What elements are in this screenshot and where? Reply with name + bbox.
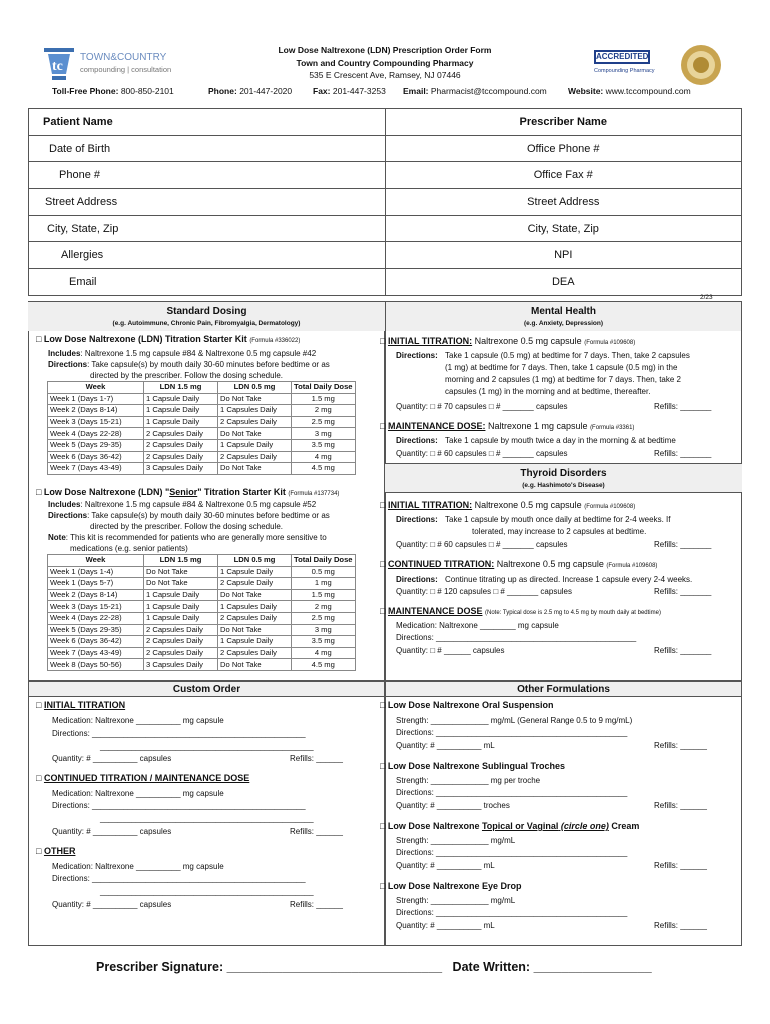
kit1-title-text: □ Low Dose Naltrexone (LDN) Titration Starter Kit [36, 334, 247, 344]
kit1-cell: 3.5 mg [292, 439, 356, 451]
thyroid-cont-dir: Continue titrating up as directed. Increase 1 capsule every 2-4 weeks. [445, 575, 693, 584]
patient-email-field[interactable]: Email [29, 269, 386, 296]
office-phone-field[interactable]: Office Phone # [385, 135, 742, 162]
kit1-includes-text: : Naltrexone 1.5 mg capsule #84 & Naltrexone 0.5 mg capsule #42 [80, 349, 317, 358]
cream-line-d: Cream [608, 821, 640, 831]
eye-refills[interactable]: Refills: ______ [654, 921, 707, 930]
mental-init-qty[interactable]: Quantity: □ # 70 capsules □ # _______ capsules [396, 402, 568, 411]
kit2-directions-2: directed by the prescriber. Follow the dosing schedule. [90, 522, 283, 531]
patient-city-field[interactable]: City, State, Zip [29, 215, 386, 242]
thyroid-subtitle: (e.g. Hashimoto's Disease) [522, 482, 605, 489]
mental-maint-label: MAINTENANCE DOSE: [387, 421, 486, 431]
kit1-includes-label: Includes [48, 349, 81, 358]
mental-maint-dir-label: Directions: [396, 436, 438, 445]
kit2-cell: Week 2 (Days 8-14) [48, 589, 144, 601]
thyroid-cont-label: CONTINUED TITRATION: [387, 559, 495, 569]
mental-maint-med: Naltrexone 1 mg capsule [487, 421, 588, 431]
kit1-cell: 2 Capsules Daily [144, 451, 218, 463]
svg-text:tc: tc [52, 59, 63, 74]
troches-line[interactable]: □ Low Dose Naltrexone Sublingual Troches [380, 761, 565, 771]
mental-init-med: Naltrexone 0.5 mg capsule [474, 336, 582, 346]
mental-init-line[interactable] [380, 336, 635, 349]
mental-init-dir-4: capsules (1 mg) in the morning and at bedtime, thereafter. [445, 387, 651, 396]
kit2-cell: Do Not Take [144, 578, 218, 590]
kit1-row [48, 439, 356, 451]
oral-directions[interactable]: Directions: ___________________________________________ [396, 728, 628, 737]
mental-init-dir-3: morning and 2 capsules (1 mg) at bedtime for 7 days. Then, take 2 [445, 375, 681, 384]
logo-tagline: compounding | consultation [80, 65, 172, 74]
kit1-cell: 1 Capsule Daily [144, 393, 218, 405]
pharmacy-name: Town and Country Compounding Pharmacy [296, 57, 474, 68]
thyroid-maint-line[interactable] [380, 606, 661, 619]
kit1-header-cell: Week [48, 382, 144, 394]
kit2-cell: Do Not Take [218, 589, 292, 601]
kit1-table [47, 381, 356, 475]
kit2-includes-label: Includes [48, 500, 81, 509]
kit2-title-senior: Senior [169, 487, 198, 497]
custom-other-dir-2[interactable]: ________________________________________________ [100, 887, 314, 896]
kit1-cell: 2 Capsules Daily [144, 439, 218, 451]
prescriber-signature[interactable]: Prescriber Signature: _______________________________ [96, 960, 443, 974]
phone-label: Phone: [208, 86, 237, 96]
thyroid-title: Thyroid Disorders [520, 468, 607, 479]
mental-init-refills[interactable]: Refills: _______ [654, 402, 712, 411]
kit2-cell: 4.5 mg [292, 659, 356, 671]
thyroid-cont-line[interactable] [380, 559, 657, 572]
kit1-cell: 3 Capsules Daily [144, 463, 218, 475]
custom-other-line[interactable] [36, 846, 75, 857]
kit2-header-cell: LDN 1.5 mg [144, 555, 218, 567]
form-title: Low Dose Naltrexone (LDN) Prescription Order Form [278, 45, 492, 55]
dob-field[interactable]: Date of Birth [29, 135, 386, 162]
kit1-cell: 2 mg [292, 405, 356, 417]
kit2-cell: 2 Capsules Daily [218, 647, 292, 659]
kit1-cell: 1 Capsules Daily [218, 405, 292, 417]
thyroid-maint-checkbox[interactable]: □ [380, 606, 386, 616]
kit2-cell: 3.5 mg [292, 636, 356, 648]
kit2-cell: 0.5 mg [292, 566, 356, 578]
kit2-cell: 1 Capsule Daily [144, 612, 218, 624]
cream-refills[interactable]: Refills: ______ [654, 861, 707, 870]
thyroid-init-dir-label: Directions: [396, 515, 438, 524]
custom-init-qty[interactable]: Quantity: # __________ capsules [52, 754, 172, 763]
npi-field[interactable]: NPI [385, 242, 742, 269]
kit1-row [48, 428, 356, 440]
custom-cont-line[interactable] [36, 773, 249, 784]
kit2-cell: 1 Capsule Daily [144, 601, 218, 613]
cream-strength[interactable]: Strength: _____________ mg/mL [396, 836, 516, 845]
kit1-cell: 1 Capsule Daily [144, 416, 218, 428]
custom-cont-label: CONTINUED TITRATION / MAINTENANCE DOSE [43, 773, 250, 783]
thyroid-init-dir-1: Take 1 capsule by mouth once daily at bedtime for 2-4 weeks. If [445, 515, 671, 524]
custom-other-dir[interactable]: Directions: ________________________________________________ [52, 874, 306, 883]
custom-cont-refills[interactable]: Refills: ______ [290, 827, 343, 836]
kit1-row [48, 463, 356, 475]
mental-init-dir-label: Directions: [396, 351, 438, 360]
mental-subtitle: (e.g. Anxiety, Depression) [523, 320, 604, 327]
thyroid-maint-note: (Note: Typical dose is 2.5 mg to 4.5 mg by mouth daily at bedtime) [484, 610, 661, 616]
kit2-note-text: : This kit is recommended for patients who are generally more sensitive to [65, 533, 327, 542]
custom-init-line[interactable] [36, 700, 125, 711]
mental-maint-checkbox[interactable]: □ [380, 421, 386, 431]
other-title: Other Formulations [517, 684, 610, 695]
thyroid-init-refills[interactable]: Refills: _______ [654, 540, 712, 549]
badge-sub: Compounding Pharmacy [594, 68, 655, 74]
custom-cont-qty[interactable]: Quantity: # __________ capsules [52, 827, 172, 836]
tollfree-phone: 800-850-2101 [120, 86, 174, 96]
kit2-cell: Week 6 (Days 36-42) [48, 636, 144, 648]
kit2-header-cell: LDN 0.5 mg [218, 555, 292, 567]
kit1-cell: Do Not Take [218, 428, 292, 440]
troches-directions[interactable]: Directions: ___________________________________________ [396, 788, 628, 797]
thyroid-cont-refills[interactable]: Refills: _______ [654, 587, 712, 596]
kit1-title[interactable] [36, 334, 300, 347]
custom-init-refills[interactable]: Refills: ______ [290, 754, 343, 763]
patient-name-field[interactable]: Patient Name [29, 109, 386, 136]
thyroid-maint-med[interactable]: Medication: Naltrexone ________ mg capsule [396, 621, 559, 630]
prescriber-city-field[interactable]: City, State, Zip [385, 215, 742, 242]
kit2-cell: 1.5 mg [292, 589, 356, 601]
mental-init-dir-1: Take 1 capsule (0.5 mg) at bedtime for 7 days. Then, take 2 capsules [445, 351, 690, 360]
kit2-header-cell: Total Daily Dose [292, 555, 356, 567]
troches-qty[interactable]: Quantity: # __________ troches [396, 801, 510, 810]
mental-init-checkbox[interactable]: □ [380, 336, 386, 346]
pharmacy-address: 535 E Crescent Ave, Ramsey, NJ 07446 [309, 70, 461, 80]
kit1-cell: Week 3 (Days 15-21) [48, 416, 144, 428]
thyroid-cont-checkbox[interactable]: □ [380, 559, 386, 569]
patient-phone-field[interactable]: Phone # [29, 162, 386, 189]
website[interactable]: www.tccompound.com [605, 86, 691, 96]
kit2-cell: Week 1 (Days 1-4) [48, 566, 144, 578]
kit1-row [48, 451, 356, 463]
logo-name: TOWN&COUNTRY [80, 52, 167, 63]
kit2-cell: 1 Capsule Daily [218, 566, 292, 578]
kit1-header-cell: LDN 0.5 mg [218, 382, 292, 394]
mental-init-label: INITIAL TITRATION: [387, 336, 473, 346]
custom-init-dir[interactable]: Directions: ________________________________________________ [52, 729, 306, 738]
prescriber-street-field[interactable]: Street Address [385, 189, 742, 216]
thyroid-cont-qty[interactable]: Quantity: □ # 120 capsules □ # _______ capsules [396, 587, 572, 596]
date-written[interactable]: Date Written: _________________ [452, 960, 652, 974]
kit1-cell: 4 mg [292, 451, 356, 463]
mental-maint-line[interactable] [380, 421, 634, 434]
kit2-cell: 2 Capsules Daily [218, 612, 292, 624]
oral-suspension-line[interactable]: □ Low Dose Naltrexone Oral Suspension [380, 700, 554, 710]
phone: 201-447-2020 [239, 86, 293, 96]
kit1-header-cell: LDN 1.5 mg [144, 382, 218, 394]
kit2-directions [48, 510, 330, 521]
cream-circle-one: (circle one) [558, 821, 609, 831]
kit2-table [47, 554, 356, 671]
oral-strength[interactable]: Strength: _____________ mg/mL (General Range 0.5 to 9 mg/mL) [396, 716, 633, 725]
kit2-cell: 1 Capsule Daily [218, 636, 292, 648]
thyroid-init-med: Naltrexone 0.5 mg capsule [474, 500, 582, 510]
kit1-cell: Week 7 (Days 43-49) [48, 463, 144, 475]
kit2-cell: 2 Capsule Daily [218, 578, 292, 590]
troches-strength[interactable]: Strength: _____________ mg per troche [396, 776, 541, 785]
kit1-cell: Week 6 (Days 36-42) [48, 451, 144, 463]
kit1-cell: Week 2 (Days 8-14) [48, 405, 144, 417]
kit2-cell: Week 3 (Days 15-21) [48, 601, 144, 613]
kit1-includes [48, 348, 316, 359]
kit2-cell: Week 1 (Days 5-7) [48, 578, 144, 590]
revision-date: 2/23 [700, 294, 713, 301]
custom-init-dir-2[interactable]: ________________________________________________ [100, 742, 314, 751]
signature-line[interactable] [96, 960, 652, 974]
kit1-cell: Do Not Take [218, 393, 292, 405]
kit2-title-c: " Titration Starter Kit [197, 487, 286, 497]
custom-cont-checkbox[interactable]: □ [36, 773, 42, 783]
email[interactable]: Pharmacist@tccompound.com [430, 86, 547, 96]
kit2-cell: Do Not Take [144, 566, 218, 578]
kit2-cell: 1 Capsule Daily [144, 589, 218, 601]
kit2-includes-text: : Naltrexone 1.5 mg capsule #84 & Naltrexone 0.5 mg capsule #52 [80, 500, 317, 509]
thyroid-init-dir-2: tolerated, may increase to 2 capsules at bedtime. [472, 527, 647, 536]
mental-title: Mental Health [530, 306, 596, 317]
kit2-cell: Week 7 (Days 43-49) [48, 647, 144, 659]
thyroid-maint-refills[interactable]: Refills: _______ [654, 646, 712, 655]
kit2-cell: Week 8 (Days 50-56) [48, 659, 144, 671]
thyroid-cont-med: Naltrexone 0.5 mg capsule [496, 559, 604, 569]
oral-refills[interactable]: Refills: ______ [654, 741, 707, 750]
dea-field[interactable]: DEA [385, 269, 742, 296]
eye-drop-line[interactable]: □ Low Dose Naltrexone Eye Drop [380, 881, 522, 891]
thyroid-init-formula: (Formula #109608) [584, 504, 636, 510]
kit1-cell: Week 4 (Days 22-28) [48, 428, 144, 440]
header-block [0, 44, 770, 82]
mental-maint-dir: Take 1 capsule by mouth twice a day in the morning & at bedtime [445, 436, 676, 445]
custom-cont-med[interactable]: Medication: Naltrexone __________ mg capsule [52, 789, 224, 798]
kit2-cell: 2 mg [292, 601, 356, 613]
kit2-row [48, 612, 356, 624]
kit1-cell: 1 Capsule Daily [144, 405, 218, 417]
kit1-cell: 1.5 mg [292, 393, 356, 405]
kit2-cell: 1 Capsules Daily [218, 601, 292, 613]
prescriber-name-field[interactable]: Prescriber Name [385, 109, 742, 136]
troches-refills[interactable]: Refills: ______ [654, 801, 707, 810]
kit1-cell: 1 Capsule Daily [218, 439, 292, 451]
patient-street-field[interactable]: Street Address [29, 189, 386, 216]
custom-title: Custom Order [172, 684, 241, 695]
kit1-cell: 2 Capsules Daily [144, 428, 218, 440]
mental-init-dir-2: (1 mg) at bedtime for 7 days. Then, take 1 capsule (0.5 mg) in the [445, 363, 678, 372]
kit2-row [48, 659, 356, 671]
seal-icon [680, 44, 722, 86]
kit2-dir-text: : Take capsule(s) by mouth daily 30-60 minutes before bedtime or as [87, 511, 330, 520]
thyroid-cont-dir-label: Directions: [396, 575, 438, 584]
custom-other-qty[interactable]: Quantity: # __________ capsules [52, 900, 172, 909]
kit2-includes [48, 499, 316, 510]
standard-subtitle: (e.g. Autoimmune, Chronic Pain, Fibromyalgia, Dermatology) [112, 320, 301, 327]
kit1-formula: (Formula #336022) [249, 338, 301, 344]
cream-topical-vaginal: Topical or Vaginal [481, 821, 559, 831]
eye-strength[interactable]: Strength: _____________ mg/mL [396, 896, 516, 905]
thyroid-maint-qty[interactable]: Quantity: □ # ______ capsules [396, 646, 505, 655]
kit2-note [48, 532, 327, 543]
custom-other-med[interactable]: Medication: Naltrexone __________ mg capsule [52, 862, 224, 871]
kit2-cell: 2 Capsules Daily [144, 636, 218, 648]
mental-maint-formula: (Formula #3361) [590, 425, 635, 431]
mental-maint-qty[interactable]: Quantity: □ # 60 capsules □ # _______ capsules [396, 449, 568, 458]
kit2-cell: Week 5 (Days 29-35) [48, 624, 144, 636]
kit2-note-2: medications (e.g. senior patients) [70, 544, 188, 553]
thyroid-cont-formula: (Formula #109608) [606, 563, 658, 569]
kit2-row [48, 578, 356, 590]
kit1-cell: 2 Capsules Daily [218, 416, 292, 428]
kit2-cell: 2.5 mg [292, 612, 356, 624]
kit2-cell: 2 Capsules Daily [144, 624, 218, 636]
thyroid-init-label: INITIAL TITRATION: [387, 500, 473, 510]
kit2-cell: 2 Capsules Daily [144, 647, 218, 659]
kit1-dir-text: : Take capsule(s) by mouth daily 30-60 minutes before bedtime or as [87, 360, 330, 369]
cream-directions[interactable]: Directions: ___________________________________________ [396, 848, 628, 857]
kit2-cell: 3 Capsules Daily [144, 659, 218, 671]
kit2-cell: 1 mg [292, 578, 356, 590]
kit2-row [48, 589, 356, 601]
fax: 201-447-3253 [332, 86, 386, 96]
custom-init-label: INITIAL TITRATION [43, 700, 126, 710]
badge-text: ACCREDITED [594, 50, 650, 64]
cream-line[interactable] [380, 821, 639, 832]
kit1-cell: Week 1 (Days 1-7) [48, 393, 144, 405]
kit1-cell: 2.5 mg [292, 416, 356, 428]
kit2-row [48, 636, 356, 648]
thyroid-init-qty[interactable]: Quantity: □ # 60 capsules □ # _______ capsules [396, 540, 568, 549]
kit1-cell: 2 Capsules Daily [218, 451, 292, 463]
custom-cont-dir[interactable]: Directions: ________________________________________________ [52, 801, 306, 810]
custom-other-refills[interactable]: Refills: ______ [290, 900, 343, 909]
kit2-cell: Week 4 (Days 22-28) [48, 612, 144, 624]
kit1-cell: 3 mg [292, 428, 356, 440]
kit2-row [48, 566, 356, 578]
kit1-row [48, 393, 356, 405]
thyroid-maint-dir[interactable]: Directions: _____________________________________________ [396, 633, 637, 642]
custom-other-label: OTHER [43, 846, 76, 856]
kit2-cell: Do Not Take [218, 624, 292, 636]
standard-title: Standard Dosing [166, 306, 247, 317]
kit1-row [48, 416, 356, 428]
tollfree-label: Toll-Free Phone: [52, 86, 119, 96]
thyroid-init-line[interactable] [380, 500, 635, 513]
kit1-header-cell: Total Daily Dose [292, 382, 356, 394]
kit1-cell: Do Not Take [218, 463, 292, 475]
allergies-field[interactable]: Allergies [29, 242, 386, 269]
kit2-row [48, 601, 356, 613]
cream-line-a: □ Low Dose Naltrexone [380, 821, 482, 831]
kit2-cell: 3 mg [292, 624, 356, 636]
custom-init-checkbox[interactable]: □ [36, 700, 42, 710]
kit2-header-cell: Week [48, 555, 144, 567]
custom-other-checkbox[interactable]: □ [36, 846, 42, 856]
kit2-cell: Do Not Take [218, 659, 292, 671]
kit2-title-a: □ Low Dose Naltrexone (LDN) " [36, 487, 170, 497]
kit1-cell: 4.5 mg [292, 463, 356, 475]
email-label: Email: [403, 86, 429, 96]
oral-qty[interactable]: Quantity: # __________ mL [396, 741, 495, 750]
eye-directions[interactable]: Directions: ___________________________________________ [396, 908, 628, 917]
kit2-cell: 4 mg [292, 647, 356, 659]
custom-cont-dir-2[interactable]: ________________________________________________ [100, 814, 314, 823]
fax-label: Fax: [313, 86, 331, 96]
kit2-formula: (Formula #137734) [288, 491, 340, 497]
kit1-dir-label: Directions [48, 360, 88, 369]
kit2-row [48, 647, 356, 659]
thyroid-maint-label: MAINTENANCE DOSE [387, 606, 483, 616]
kit1-cell: Week 5 (Days 29-35) [48, 439, 144, 451]
info-grid [28, 108, 742, 296]
kit1-row [48, 405, 356, 417]
custom-init-med[interactable]: Medication: Naltrexone __________ mg capsule [52, 716, 224, 725]
kit2-row [48, 624, 356, 636]
mental-maint-refills[interactable]: Refills: _______ [654, 449, 712, 458]
kit2-note-label: Note [48, 533, 66, 542]
kit2-dir-label: Directions [48, 511, 88, 520]
kit1-directions-2: directed by the prescriber. Follow the dosing schedule. [90, 371, 283, 380]
eye-qty[interactable]: Quantity: # __________ mL [396, 921, 495, 930]
thyroid-init-checkbox[interactable]: □ [380, 500, 386, 510]
accreditation-badge [590, 44, 655, 84]
cream-qty[interactable]: Quantity: # __________ mL [396, 861, 495, 870]
kit1-directions [48, 359, 330, 370]
mental-init-formula: (Formula #109608) [584, 340, 636, 346]
office-fax-field[interactable]: Office Fax # [385, 162, 742, 189]
website-label: Website: [568, 86, 604, 96]
